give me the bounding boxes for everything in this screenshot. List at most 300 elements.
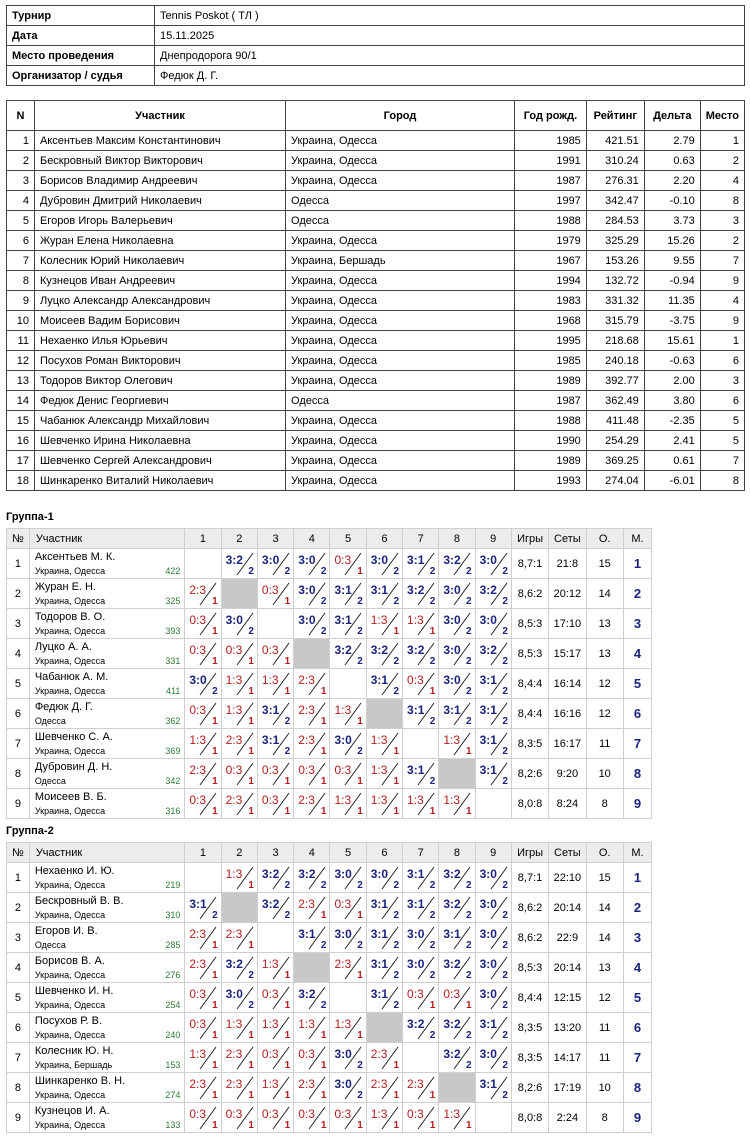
player-city: Украина, Одесса — [34, 1090, 106, 1100]
match-score: 3:0 — [298, 613, 316, 627]
match-points: 1 — [284, 776, 291, 787]
player-rating: 274 — [165, 1090, 181, 1100]
match-points: 2 — [357, 940, 363, 951]
match-points: 1 — [212, 626, 218, 637]
participant-cell: 1985 — [515, 351, 587, 371]
player-number: 1 — [7, 863, 30, 893]
match-result-cell — [403, 863, 439, 893]
match-result-cell — [257, 579, 293, 609]
match-score: 3:0 — [189, 673, 207, 687]
match-result-cell — [366, 549, 402, 579]
match-points: 2 — [212, 910, 218, 921]
match-points: 1 — [284, 1120, 291, 1131]
player-number: 6 — [7, 1013, 30, 1043]
match-score: 1:3 — [261, 1017, 279, 1031]
player-games: 8,0:8 — [511, 1103, 548, 1133]
match-score: 3:2 — [443, 897, 461, 911]
match-result-cell — [475, 699, 511, 729]
match-score: 1:3 — [370, 1107, 388, 1121]
match-score: 3:0 — [443, 643, 461, 657]
match-score: 2:3 — [298, 1077, 315, 1091]
player-points: 14 — [586, 579, 623, 609]
participant-cell: Нехаенко Илья Юрьевич — [34, 331, 285, 351]
player-games: 8,4:4 — [511, 669, 548, 699]
participant-row — [7, 151, 745, 171]
player-place: 3 — [623, 609, 651, 639]
self-match-cell — [330, 669, 366, 699]
match-points: 2 — [320, 596, 327, 607]
participants-header: Место — [700, 101, 744, 131]
match-result-cell — [185, 579, 221, 609]
match-points: 2 — [466, 716, 472, 727]
match-result-cell — [475, 863, 511, 893]
participant-cell: 1967 — [515, 251, 587, 271]
participant-cell: Шевченко Ирина Николаевна — [34, 431, 285, 451]
match-result-cell — [221, 863, 257, 893]
match-score: 3:1 — [298, 927, 316, 941]
self-match-cell — [185, 863, 221, 893]
participant-cell: 1 — [700, 331, 744, 351]
match-score: 3:0 — [334, 867, 352, 881]
player-rating: 153 — [165, 1060, 181, 1070]
player-name: Луцко А. А. — [34, 641, 92, 653]
match-points: 1 — [248, 1030, 254, 1041]
participant-cell: 10 — [7, 311, 35, 331]
participant-cell: 8 — [700, 191, 744, 211]
match-score: 1:3 — [225, 867, 243, 881]
match-result-cell — [475, 953, 511, 983]
match-result-cell — [330, 1043, 366, 1073]
participant-cell: 14 — [7, 391, 35, 411]
participant-cell: 1995 — [515, 331, 587, 351]
match-score: 1:3 — [189, 1047, 207, 1061]
match-score: 3:1 — [370, 897, 389, 911]
player-points: 15 — [586, 549, 623, 579]
match-score: 0:3 — [189, 1017, 207, 1031]
player-games: 8,5:3 — [511, 639, 548, 669]
group-header-cell: 6 — [366, 529, 402, 549]
player-sets: 21:8 — [549, 549, 586, 579]
match-result-cell — [185, 729, 221, 759]
participant-row — [7, 471, 745, 491]
participant-cell: 1997 — [515, 191, 587, 211]
match-score: 3:2 — [225, 553, 243, 567]
participants-table — [6, 100, 745, 491]
match-result-cell — [185, 759, 221, 789]
player-number: 7 — [7, 729, 30, 759]
player-points: 12 — [586, 669, 623, 699]
match-result-cell — [366, 863, 402, 893]
self-match-cell — [294, 953, 330, 983]
match-result-cell — [257, 549, 293, 579]
match-result-cell — [366, 893, 402, 923]
match-score: 3:1 — [479, 703, 497, 717]
match-score: 3:2 — [370, 643, 389, 657]
match-result-cell — [185, 983, 221, 1013]
self-match-cell — [294, 639, 330, 669]
player-games: 8,7:1 — [511, 863, 548, 893]
player-place: 7 — [623, 1043, 651, 1073]
match-points: 2 — [248, 566, 254, 577]
participant-cell: Украина, Одесса — [286, 431, 515, 451]
match-result-cell — [257, 639, 293, 669]
match-points: 2 — [357, 1090, 363, 1101]
match-points: 2 — [320, 940, 327, 951]
participant-cell: 1983 — [515, 291, 587, 311]
match-points: 1 — [212, 1120, 218, 1131]
player-number: 6 — [7, 699, 30, 729]
player-games: 8,3:5 — [511, 1013, 548, 1043]
match-score: 3:2 — [334, 643, 352, 657]
player-points: 8 — [586, 789, 623, 819]
participant-cell: 1987 — [515, 391, 587, 411]
participant-cell: 3 — [7, 171, 35, 191]
group-header-cell: 6 — [366, 843, 402, 863]
participant-cell: 421.51 — [586, 131, 644, 151]
group-player-row — [7, 669, 652, 699]
player-place: 3 — [623, 923, 651, 953]
match-result-cell — [257, 863, 293, 893]
match-points: 2 — [466, 626, 472, 637]
group-header-cell: Игры — [511, 843, 548, 863]
match-score: 3:0 — [225, 613, 243, 627]
participant-cell: Украина, Одесса — [286, 271, 515, 291]
match-points: 1 — [212, 806, 218, 817]
match-points: 1 — [320, 746, 327, 757]
participant-cell: 5 — [700, 431, 744, 451]
player-cell — [29, 923, 185, 953]
player-cell — [29, 1103, 185, 1133]
match-points: 2 — [320, 626, 327, 637]
match-score: 3:0 — [443, 613, 461, 627]
self-match-cell — [366, 1013, 402, 1043]
match-score: 1:3 — [334, 793, 352, 807]
participant-cell: 132.72 — [586, 271, 644, 291]
match-result-cell — [185, 789, 221, 819]
match-points: 1 — [248, 806, 254, 817]
player-name: Федюк Д. Г. — [34, 701, 93, 713]
match-result-cell — [294, 863, 330, 893]
player-rating: 276 — [165, 970, 181, 980]
match-score: 0:3 — [261, 583, 279, 597]
match-result-cell — [366, 983, 402, 1013]
match-points: 2 — [393, 940, 400, 951]
group-header-cell: 1 — [185, 843, 221, 863]
match-score: 3:0 — [298, 583, 316, 597]
match-result-cell — [257, 893, 293, 923]
match-points: 2 — [393, 566, 400, 577]
group-player-row — [7, 983, 652, 1013]
match-score: 3:2 — [479, 643, 497, 657]
participant-row — [7, 171, 745, 191]
player-name: Борисов В. А. — [34, 955, 105, 967]
match-result-cell — [475, 579, 511, 609]
group-header-cell: 7 — [403, 529, 439, 549]
match-score: 0:3 — [334, 897, 352, 911]
match-score: 3:1 — [370, 957, 389, 971]
match-score: 3:2 — [225, 957, 243, 971]
match-result-cell — [294, 549, 330, 579]
match-result-cell — [439, 669, 475, 699]
match-result-cell — [330, 789, 366, 819]
participant-cell: 1988 — [515, 411, 587, 431]
match-result-cell — [221, 609, 257, 639]
match-points: 2 — [284, 716, 291, 727]
match-points: 2 — [320, 1000, 327, 1011]
match-points: 1 — [212, 776, 218, 787]
match-points: 2 — [429, 776, 436, 787]
group-player-row — [7, 863, 652, 893]
participant-cell: 18 — [7, 471, 35, 491]
group-player-row — [7, 1073, 652, 1103]
match-result-cell — [257, 953, 293, 983]
player-cell — [29, 1013, 185, 1043]
player-games: 8,5:3 — [511, 609, 548, 639]
match-result-cell — [185, 669, 221, 699]
match-points: 1 — [393, 1120, 400, 1131]
match-score: 2:3 — [334, 957, 352, 971]
match-score: 3:2 — [298, 867, 316, 881]
player-sets: 16:16 — [549, 699, 586, 729]
player-place: 6 — [623, 1013, 651, 1043]
match-result-cell — [475, 893, 511, 923]
match-points: 2 — [357, 626, 363, 637]
match-result-cell — [294, 893, 330, 923]
participant-cell: 8 — [7, 271, 35, 291]
player-cell — [29, 639, 185, 669]
self-match-cell — [403, 729, 439, 759]
match-points: 1 — [212, 596, 218, 607]
match-points: 1 — [320, 776, 327, 787]
match-score: 0:3 — [189, 1107, 207, 1121]
match-points: 1 — [357, 910, 363, 921]
match-result-cell — [330, 639, 366, 669]
match-result-cell — [330, 1013, 366, 1043]
group-header-cell: Игры — [511, 529, 548, 549]
participants-header: Город — [286, 101, 515, 131]
match-score: 3:2 — [443, 867, 461, 881]
match-score: 3:2 — [479, 583, 497, 597]
match-points: 1 — [212, 746, 218, 757]
participant-cell: 0.61 — [644, 451, 700, 471]
match-result-cell — [439, 1103, 475, 1133]
participant-cell: Моисеев Вадим Борисович — [34, 311, 285, 331]
participant-cell: 0.63 — [644, 151, 700, 171]
player-rating: 325 — [165, 596, 181, 606]
match-points: 2 — [429, 970, 436, 981]
match-score: 3:2 — [261, 897, 280, 911]
match-result-cell — [257, 1073, 293, 1103]
info-value: Федюк Д. Г. — [155, 66, 745, 86]
match-score: 1:3 — [370, 733, 388, 747]
participant-cell: 310.24 — [586, 151, 644, 171]
participant-cell: Луцко Александр Александрович — [34, 291, 285, 311]
match-points: 1 — [429, 1120, 436, 1131]
match-score: 3:1 — [407, 553, 425, 567]
group-header-cell: М. — [623, 843, 651, 863]
player-city: Одесса — [34, 776, 66, 786]
match-score: 0:3 — [407, 1107, 424, 1121]
match-result-cell — [439, 1043, 475, 1073]
match-points: 1 — [248, 1090, 254, 1101]
player-points: 11 — [586, 729, 623, 759]
match-result-cell — [221, 789, 257, 819]
player-place: 1 — [623, 863, 651, 893]
group-1-title: Группа-1 — [6, 511, 54, 523]
match-points: 2 — [284, 566, 291, 577]
player-place: 6 — [623, 699, 651, 729]
participant-cell: -0.63 — [644, 351, 700, 371]
match-score: 2:3 — [298, 793, 315, 807]
match-score: 2:3 — [370, 1047, 388, 1061]
match-result-cell — [330, 759, 366, 789]
participant-row — [7, 411, 745, 431]
match-points: 1 — [393, 776, 400, 787]
match-points: 1 — [429, 1000, 436, 1011]
participant-cell: 4 — [7, 191, 35, 211]
player-cell — [29, 669, 185, 699]
match-result-cell — [366, 609, 402, 639]
player-cell — [29, 549, 185, 579]
match-points: 1 — [429, 1090, 436, 1101]
player-number: 3 — [7, 609, 30, 639]
participant-row — [7, 211, 745, 231]
participant-cell: 1993 — [515, 471, 587, 491]
player-rating: 331 — [165, 656, 181, 666]
match-score: 1:3 — [370, 613, 388, 627]
player-sets: 13:20 — [549, 1013, 586, 1043]
player-number: 7 — [7, 1043, 30, 1073]
group-header-cell: 4 — [294, 529, 330, 549]
match-result-cell — [330, 953, 366, 983]
self-match-cell — [403, 1043, 439, 1073]
group-header-cell: 2 — [221, 529, 257, 549]
participant-cell: 1987 — [515, 171, 587, 191]
match-points: 2 — [320, 880, 327, 891]
match-score: 1:3 — [370, 763, 388, 777]
match-score: 3:1 — [370, 987, 389, 1001]
match-result-cell — [439, 953, 475, 983]
participant-cell: Аксентьев Максим Константинович — [34, 131, 285, 151]
match-score: 3:1 — [370, 673, 389, 687]
participant-cell: Украина, Одесса — [286, 231, 515, 251]
match-result-cell — [185, 1043, 221, 1073]
player-cell — [29, 729, 185, 759]
participant-cell: 15.61 — [644, 331, 700, 351]
self-match-cell — [330, 983, 366, 1013]
match-result-cell — [366, 789, 402, 819]
player-number: 4 — [7, 953, 30, 983]
group-header-cell: 5 — [330, 843, 366, 863]
participant-cell: Одесса — [286, 191, 515, 211]
participant-cell: 7 — [700, 451, 744, 471]
player-cell — [29, 893, 185, 923]
match-result-cell — [294, 759, 330, 789]
match-score: 1:3 — [261, 957, 279, 971]
match-result-cell — [294, 789, 330, 819]
match-points: 1 — [212, 656, 218, 667]
player-sets: 12:15 — [549, 983, 586, 1013]
match-points: 1 — [357, 806, 363, 817]
player-place: 9 — [623, 789, 651, 819]
match-result-cell — [221, 953, 257, 983]
match-score: 1:3 — [225, 673, 243, 687]
match-result-cell — [475, 609, 511, 639]
self-match-cell — [366, 699, 402, 729]
match-score: 1:3 — [443, 733, 460, 747]
participant-cell: 369.25 — [586, 451, 644, 471]
match-result-cell — [221, 729, 257, 759]
participant-row — [7, 431, 745, 451]
player-number: 2 — [7, 893, 30, 923]
player-rating: 411 — [165, 686, 181, 696]
participant-cell: 9.55 — [644, 251, 700, 271]
group-player-row — [7, 953, 652, 983]
match-result-cell — [185, 953, 221, 983]
participant-cell: 1989 — [515, 451, 587, 471]
participant-cell: 315.79 — [586, 311, 644, 331]
participant-cell: Кузнецов Иван Андреевич — [34, 271, 285, 291]
match-points: 1 — [320, 1060, 327, 1071]
participant-cell: 17 — [7, 451, 35, 471]
group-player-row — [7, 1013, 652, 1043]
match-result-cell — [403, 983, 439, 1013]
match-result-cell — [403, 893, 439, 923]
player-cell — [29, 579, 185, 609]
player-number: 8 — [7, 1073, 30, 1103]
participant-cell: 9 — [7, 291, 35, 311]
match-score: 3:1 — [370, 583, 389, 597]
match-points: 1 — [357, 716, 363, 727]
info-row — [7, 66, 745, 86]
match-result-cell — [403, 789, 439, 819]
match-points: 1 — [248, 880, 254, 891]
match-result-cell — [475, 549, 511, 579]
player-points: 10 — [586, 759, 623, 789]
match-result-cell — [439, 699, 475, 729]
match-result-cell — [185, 1103, 221, 1133]
match-score: 1:3 — [225, 1017, 243, 1031]
match-points: 2 — [502, 1060, 508, 1071]
player-place: 9 — [623, 1103, 651, 1133]
match-score: 3:0 — [225, 987, 243, 1001]
group-player-row — [7, 789, 652, 819]
player-sets: 16:14 — [549, 669, 586, 699]
participant-cell: 1990 — [515, 431, 587, 451]
participant-cell: Шинкаренко Виталий Николаевич — [34, 471, 285, 491]
player-city: Украина, Одесса — [34, 806, 106, 816]
player-sets: 20:12 — [549, 579, 586, 609]
player-games: 8,2:6 — [511, 1073, 548, 1103]
match-points: 2 — [320, 566, 327, 577]
player-place: 8 — [623, 759, 651, 789]
match-score: 3:1 — [261, 703, 280, 717]
match-points: 2 — [502, 626, 508, 637]
match-result-cell — [221, 759, 257, 789]
match-points: 1 — [320, 1120, 327, 1131]
match-points: 2 — [248, 626, 254, 637]
match-score: 1:3 — [261, 1077, 279, 1091]
group-header-row — [7, 529, 652, 549]
participant-cell: 325.29 — [586, 231, 644, 251]
match-points: 1 — [429, 626, 436, 637]
player-city: Украина, Одесса — [34, 596, 106, 606]
participant-cell: 362.49 — [586, 391, 644, 411]
match-points: 1 — [320, 806, 327, 817]
player-sets: 17:19 — [549, 1073, 586, 1103]
participant-cell: Посухов Роман Викторович — [34, 351, 285, 371]
participant-cell: 11 — [7, 331, 35, 351]
